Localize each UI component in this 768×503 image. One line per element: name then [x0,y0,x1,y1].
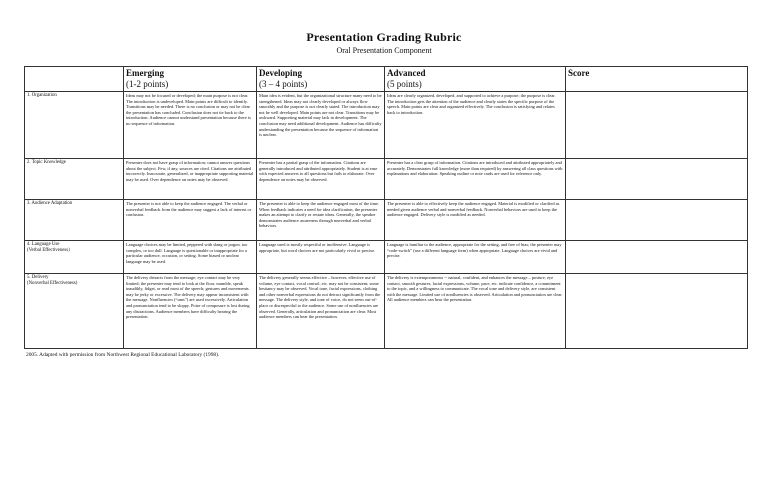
header-points: (1-2 points) [126,79,169,89]
header-score [566,67,748,92]
header-points: (3 – 4 points) [259,79,308,89]
score-cell[interactable] [566,274,748,349]
table-row [25,274,748,349]
header-advanced [385,67,566,92]
header-emerging [124,67,257,92]
criterion-cell: 1. Organization [25,92,124,159]
developing-cell: Main idea is evident, but the organizational structure many need to be strengthened. Ideas may not clearly developed or always flow smoothly and the purpose is not clearly stated. The introduction may not be well developed. Main points are not clear. Transitions may be awkward. Supporting material may lack in development. The conclusion may need additional development. Audience has difficulty understanding the presentation because the sequence of information is unclear. [257,92,385,159]
advanced-cell: Language is familiar to the audience, appropriate for the setting, and free of bias; the presenter may “code-switch” (use a different language form) when appropriate. Language choices are vivid and precise. [385,241,566,274]
header-level: Developing [259,68,303,78]
rubric-table [24,66,748,349]
criterion-cell: 2. Topic Knowledge [25,159,124,200]
score-cell[interactable] [566,241,748,274]
table-row [25,92,748,159]
page-subtitle: Oral Presentation Component [336,46,432,55]
advanced-cell: The delivery is extemporaneous -- natural, confident, and enhances the message – posture, eye contact, smooth gestures, facial expressions, volume, pace, etc. indicate confidence, a commitment to the topic, and a willingness to communicate. The vocal tone and delivery style, are consistent with the message. Limited use of nonfluencies is observed. Articulation and pronunciation are clear. All audience members can hear the presentation. [385,274,566,349]
developing-cell: The presenter is able to keep the audience engaged most of the time. When feedback indicates a need for idea clarification, the presenter makes an attempt to clarify or restate ideas. Generally, the speaker demonstrates audience awareness through nonverbal and verbal behaviors. [257,200,385,241]
score-cell[interactable] [566,159,748,200]
header-level: Emerging [126,68,164,78]
developing-cell: Language used is mostly respectful or inoffensive. Language is appropriate, but word choices are not particularly vivid or precise. [257,241,385,274]
header-criterion [25,67,124,92]
developing-cell: The delivery generally seems effective – however, effective use of volume, eye contact, vocal control, etc. may not be consistent; some hesitancy may be observed. Vocal tone, facial expressions, clothing and other nonverbal expressions do not detract significantly from the message. The delivery style, and tone of voice, do not seem out-of-place or disrespectful to the audience. Some use of nonfluencies are observed. Generally, articulation and pronunciation are clear. Most audience members can hear the presentation. [257,274,385,349]
header-level: Score [568,68,590,78]
criterion-cell: 4. Language Use (Verbal Effectiveness) [25,241,124,274]
emerging-cell: Ideas may not be focused or developed; the main purpose is not clear. The introduction is undeveloped. Main points are difficult to identify. Transitions may be needed. There is no conclusion or may not be clear the presentation has concluded. Conclusion does not tie back to the introduction. Audience cannot understand presentation because there is no sequence of information. [124,92,257,159]
criterion-cell: 3. Audience Adaptation [25,200,124,241]
table-row [25,241,748,274]
developing-cell: Presenter has a partial grasp of the information. Citations are generally introduced and attributed appropriately. Student is at ease with expected answers to all questions but fails to elaborate. Over dependence on notes may be observed. [257,159,385,200]
advanced-cell: The presenter is able to effectively keep the audience engaged. Material is modified or clarified as needed given audience verbal and nonverbal feedback. Nonverbal behaviors are used to keep the audience engaged. Delivery style is modified as needed. [385,200,566,241]
advanced-cell: Ideas are clearly organized, developed, and supported to achieve a purpose; the purpose is clear. The introduction gets the attention of the audience and clearly states the specific purpose of the speech. Main points are clear and organized effectively. The conclusion is satisfying and relates back to introduction. [385,92,566,159]
emerging-cell: The delivery detracts from the message; eye contact may be very limited; the presenter may tend to look at the floor, mumble, speak inaudibly, fidget, or read most of the speech; gestures and movements may be jerky or excessive. The delivery may appear inconsistent with the message. Nonfluencies (“ums”) are used excessively. Articulation and pronunciation tend to be sloppy. Poise of composure is lost during any distractions. Audience members have difficulty hearing the presentation. [124,274,257,349]
header-row [25,67,748,92]
criterion-cell: 5. Delivery (Nonverbal Effectiveness) [25,274,124,349]
table-row [25,159,748,200]
advanced-cell: Presenter has a clear grasp of information. Citations are introduced and attributed appropriately and accurately. Demonstrates full knowledge (more than required) by answering all class questions with explanations and elaboration. Speaking outline or note cards are used for reference only. [385,159,566,200]
score-cell[interactable] [566,200,748,241]
header-developing [257,67,385,92]
emerging-cell: Language choices may be limited, peppered with slang or jargon, too complex, or too dull. Language is questionable or inappropriate for a particular audience, occasion, or setting. Some biased or unclear language may be used. [124,241,257,274]
score-cell[interactable] [566,92,748,159]
page-title: Presentation Grading Rubric [306,30,462,44]
emerging-cell: The presenter is not able to keep the audience engaged. The verbal or nonverbal feedback from the audience may suggest a lack of interest or confusion. [124,200,257,241]
emerging-cell: Presenter does not have grasp of information; cannot answer questions about the subject. Few, if any, sources are cited. Citations are attributed incorrectly. Inaccurate, generalized, or inappropriate supporting material may be used. Over dependence on notes may be observed. [124,159,257,200]
table-row [25,200,748,241]
footnote: 2005. Adapted with permission from Northwest Regional Educational Laboratory (1998). [26,352,220,358]
header-points: (5 points) [387,79,422,89]
header-level: Advanced [387,68,426,78]
